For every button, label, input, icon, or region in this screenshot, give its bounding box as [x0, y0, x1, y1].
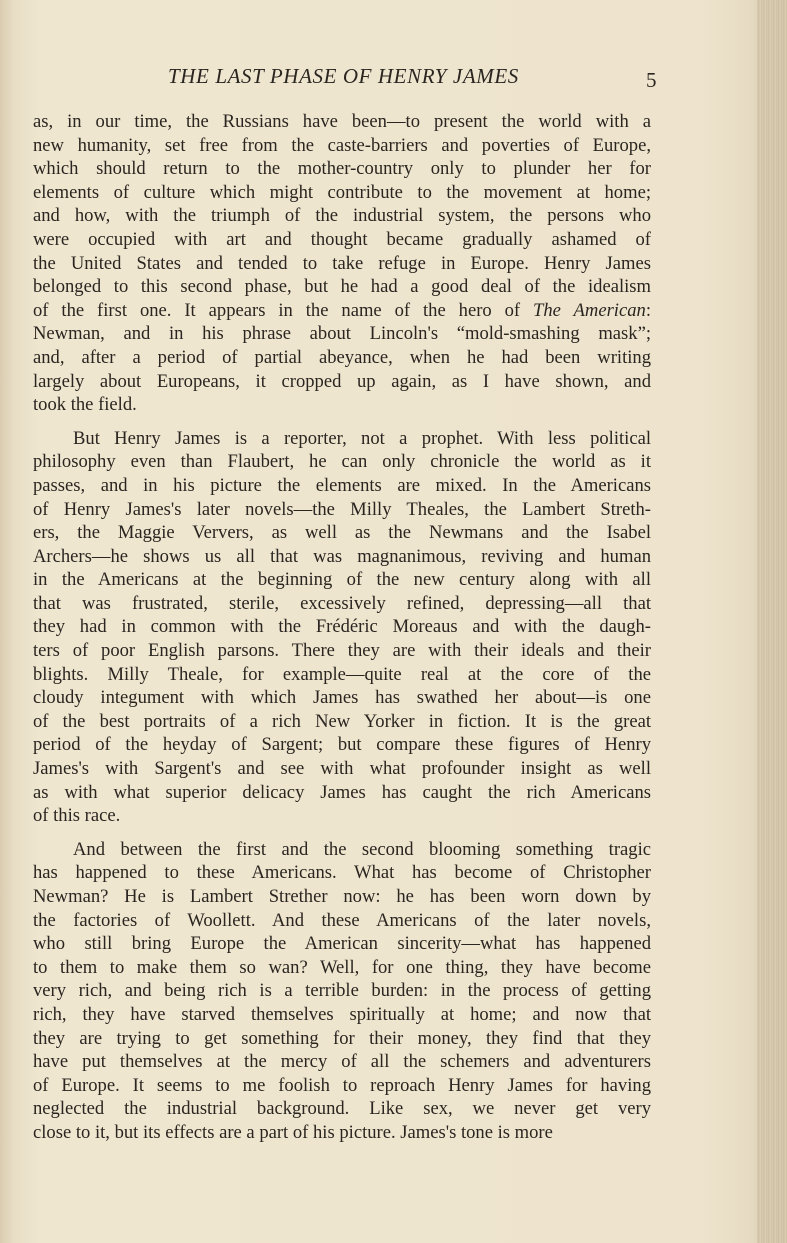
text-line: in the Americans at the beginning of the new century along with all	[33, 569, 651, 591]
text-line: elements of culture which might contribute to the movement at home;	[33, 181, 651, 203]
text-line: they had in common with the Frédéric Moreaus and with the daugh-	[33, 616, 651, 638]
text-line: as with what superior delicacy James has caught the rich Americans	[33, 781, 651, 803]
running-head-title: THE LAST PHASE OF HENRY JAMES	[168, 64, 519, 88]
paragraph	[33, 427, 651, 828]
text-line: very rich, and being rich is a terrible burden: in the process of getting	[33, 980, 651, 1002]
running-header	[0, 62, 787, 96]
text-line: of the best portraits of a rich New Yorker in fiction. It is the great	[33, 710, 651, 732]
text-line: close to it, but its effects are a part of his picture. James's tone is more	[33, 1121, 553, 1143]
text-line: that was frustrated, sterile, excessively refined, depressing—all that	[33, 592, 651, 614]
text-line: passes, and in his picture the elements are mixed. In the Americans	[33, 474, 651, 496]
text-line: largely about Europeans, it cropped up again, as I have shown, and	[33, 370, 651, 392]
text-line: blights. Milly Theale, for example—quite real at the core of the	[33, 663, 651, 685]
text-line: Newman, and in his phrase about Lincoln's “mold-smashing mask”;	[33, 323, 651, 345]
text-line: and, after a period of partial abeyance, when he had been writing	[33, 346, 651, 368]
text-line: were occupied with art and thought became gradually ashamed of	[33, 228, 651, 250]
page-edge-shadow	[757, 0, 787, 1243]
text-line: has happened to these Americans. What has become of Christopher	[33, 862, 651, 884]
text-line: of Henry James's later novels—the Milly Theales, the Lambert Streth-	[33, 498, 651, 520]
text-line: Archers—he shows us all that was magnanimous, reviving and human	[33, 545, 651, 567]
text-line: belonged to this second phase, but he had a good deal of the idealism	[33, 276, 651, 298]
text-line: of this race.	[33, 805, 121, 827]
text-line: rich, they have starved themselves spiritually at home; and now that	[33, 1003, 651, 1025]
text-line: new humanity, set free from the caste-barriers and poverties of Europe,	[33, 134, 651, 156]
body-text	[33, 110, 651, 1145]
text-line: who still bring Europe the American sincerity—what has happened	[33, 933, 651, 955]
page-number: 5	[646, 68, 657, 92]
text-line: ers, the Maggie Ververs, as well as the Newmans and the Isabel	[33, 522, 651, 544]
text-line: as, in our time, the Russians have been—to present the world with a	[33, 111, 651, 132]
text-line: ters of poor English parsons. There they are with their ideals and their	[33, 640, 651, 662]
text-line: of the first one. It appears in the name of the hero of The American:	[33, 299, 651, 321]
text-line: have put themselves at the mercy of all the schemers and adventurers	[33, 1051, 651, 1073]
paragraph	[33, 838, 651, 1145]
text-line: they are trying to get something for their money, they find that they	[33, 1027, 651, 1049]
text-line: cloudy integument with which James has swathed her about—is one	[33, 687, 651, 709]
text-line: and how, with the triumph of the industrial system, the persons who	[33, 205, 651, 227]
text-line: Newman? He is Lambert Strether now: he has been worn down by	[33, 886, 651, 907]
text-line: to them to make them so wan? Well, for one thing, they have become	[33, 956, 651, 978]
text-line: the factories of Woollett. And these Americans of the later novels,	[33, 909, 651, 931]
text-line: period of the heyday of Sargent; but compare these figures of Henry	[33, 734, 651, 756]
text-line: James's with Sargent's and see with what profounder insight as well	[33, 758, 651, 780]
text-line: which should return to the mother-country only to plunder her for	[33, 158, 651, 180]
text-line: And between the first and the second blooming something tragic	[73, 838, 651, 860]
text-line: philosophy even than Flaubert, he can only chronicle the world as it	[33, 451, 651, 473]
text-line: neglected the industrial background. Like sex, we never get very	[33, 1098, 651, 1120]
text-line: But Henry James is a reporter, not a prophet. With less political	[73, 427, 651, 449]
text-line: the United States and tended to take refuge in Europe. Henry James	[33, 252, 651, 274]
paragraph	[33, 110, 651, 417]
text-line: took the field.	[33, 394, 137, 416]
text-line: of Europe. It seems to me foolish to reproach Henry James for having	[33, 1074, 651, 1096]
